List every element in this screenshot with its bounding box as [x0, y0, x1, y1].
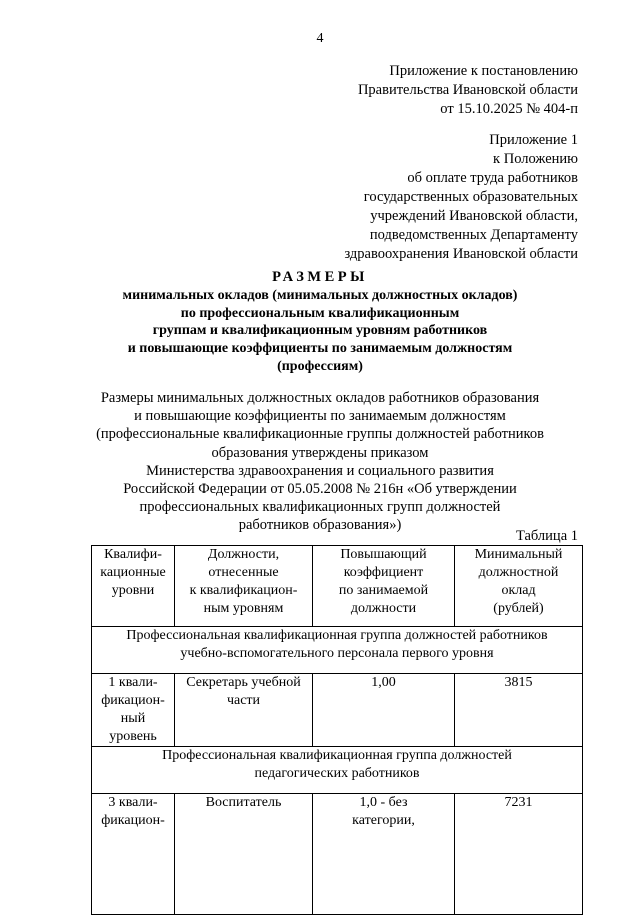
salary-table	[91, 545, 583, 915]
cell-coefficient: 1,00	[313, 674, 455, 747]
intro-line: работников образования»)	[238, 517, 402, 534]
intro-line: (профессиональные квалификационные группы должностей работников	[96, 426, 544, 443]
appendix-header-resolution	[358, 62, 578, 119]
header-line: от 15.10.2025 № 404-п	[440, 101, 578, 117]
group-row	[92, 627, 583, 674]
title-line: минимальных окладов (минимальных должностных окладов)	[122, 287, 518, 303]
header-line: здравоохранения Ивановской области	[344, 246, 578, 262]
title-line: (профессиям)	[277, 358, 363, 374]
header-coefficient: Повышающий коэффициент по занимаемой должности	[313, 546, 455, 627]
cell-salary: 3815	[455, 674, 583, 747]
header-line: к Положению	[493, 151, 578, 167]
header-line: учреждений Ивановской области,	[370, 208, 578, 224]
header-positions: Должности, отнесенные к квалификацион- ным уровням	[175, 546, 313, 627]
header-line: подведомственных Департаменту	[369, 227, 578, 243]
title-line: по профессиональным квалификационным	[180, 305, 460, 321]
title-main: РАЗМЕРЫ	[272, 269, 368, 285]
appendix-header-regulation	[344, 131, 578, 264]
cell-coefficient: 1,0 - без категории,	[313, 794, 455, 915]
intro-line: и повышающие коэффициенты по занимаемым должностям	[134, 408, 506, 425]
intro-line: Размеры минимальных должностных окладов работников образования	[100, 390, 540, 406]
intro-line: Министерства здравоохранения и социального развития	[146, 462, 494, 479]
header-line: Приложение к постановлению	[389, 63, 578, 79]
intro-line: Российской Федерации от 05.05.2008 № 216н «Об утверждении	[123, 481, 517, 498]
cell-level: 3 квали- фикацион-	[92, 794, 175, 915]
group-row	[92, 747, 583, 794]
intro-line: профессиональных квалификационных групп должностей	[139, 499, 501, 516]
intro-paragraph	[60, 389, 580, 535]
header-line: Приложение 1	[489, 132, 578, 148]
intro-line: образования утверждены приказом	[211, 444, 429, 461]
cell-level: 1 квали- фикацион- ный уровень	[92, 674, 175, 747]
cell-position: Секретарь учебной части	[175, 674, 313, 747]
table-row	[92, 794, 583, 915]
header-qualification-levels: Квалифи- кационные уровни	[92, 546, 175, 627]
header-line: Правительства Ивановской области	[357, 82, 578, 98]
group-title: Профессиональная квалификационная группа должностей работников учебно-вспомогательного персонала первого уровня	[92, 627, 583, 674]
header-line: государственных образовательных	[363, 189, 578, 205]
cell-position: Воспитатель	[175, 794, 313, 915]
header-line: об оплате труда работников	[407, 170, 578, 186]
table-header-row	[92, 546, 583, 627]
group-title: Профессиональная квалификационная группа должностей педагогических работников	[92, 747, 583, 794]
header-min-salary: Минимальный должностной оклад (рублей)	[455, 546, 583, 627]
page-number: 4	[316, 31, 324, 46]
title-line: и повышающие коэффициенты по занимаемым должностям	[127, 341, 513, 357]
table-caption: Таблица 1	[515, 528, 578, 544]
title-line: группам и квалификационным уровням работников	[152, 323, 488, 339]
table-row	[92, 674, 583, 747]
cell-salary: 7231	[455, 794, 583, 915]
document-title	[60, 269, 580, 376]
